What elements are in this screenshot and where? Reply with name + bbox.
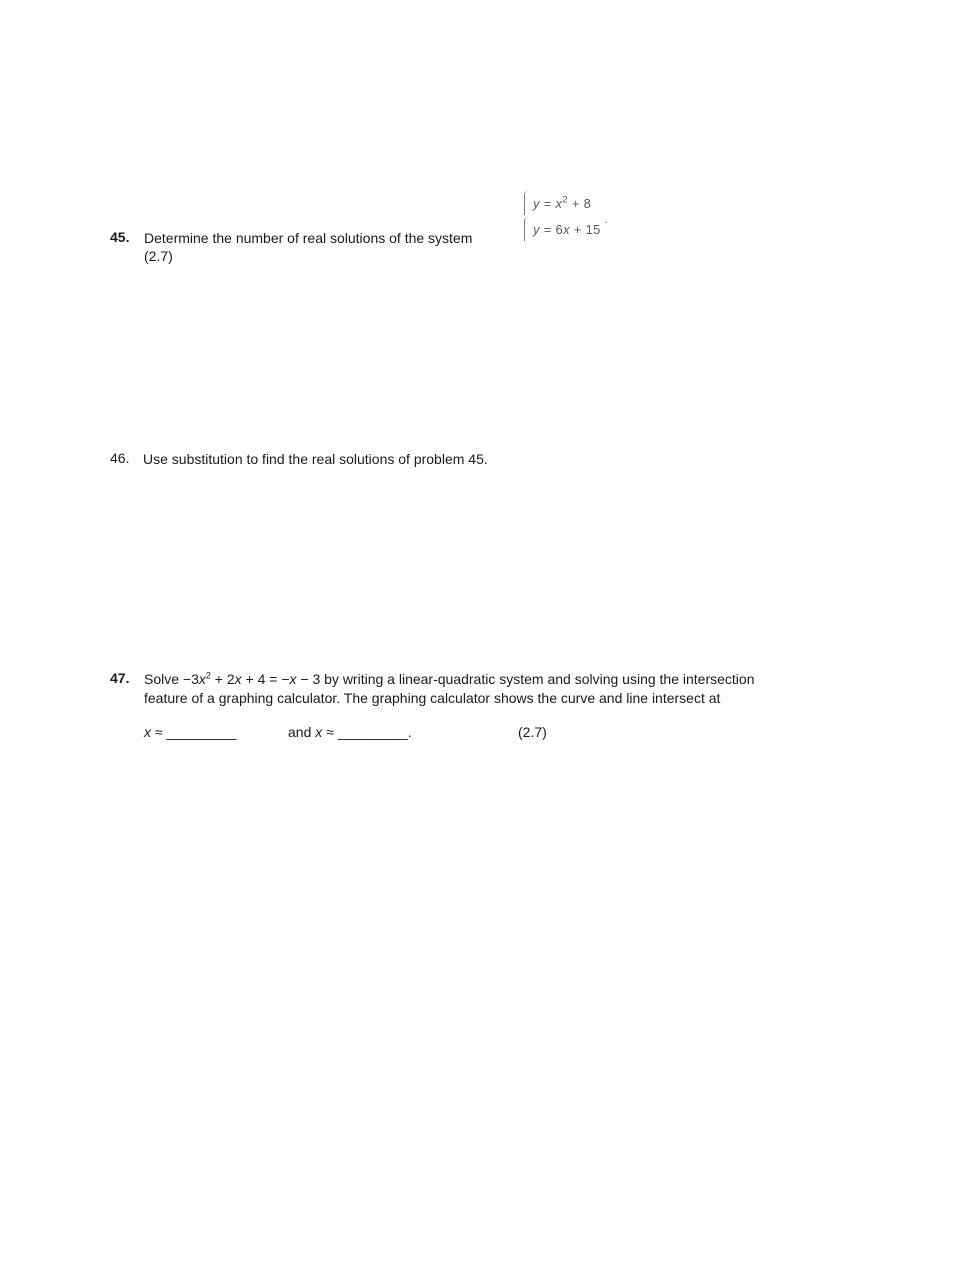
- equation-1-lhs: y: [533, 195, 540, 211]
- answer-blank-group-1: [144, 724, 237, 740]
- p47-variable-x: x: [289, 671, 297, 687]
- answer-variable-x: x: [144, 724, 151, 740]
- answer-blank-2: _________: [337, 724, 408, 740]
- problem-47-section-ref: (2.7): [518, 724, 547, 740]
- answer-blank-group-2: [288, 724, 412, 740]
- p47-text-segment: + 4 = −: [241, 671, 290, 687]
- problem-47-body: [144, 670, 754, 707]
- equation-2-row: [524, 216, 601, 242]
- answer-and-label: and: [288, 724, 316, 740]
- equation-2-constant: + 15: [569, 221, 601, 237]
- equation-1-variable: x: [555, 195, 563, 211]
- problem-45-section-ref: (2.7): [144, 248, 173, 264]
- problem-45-number: 45.: [110, 229, 130, 245]
- problem-46-text: Use substitution to find the real solutions of problem 45.: [143, 451, 488, 467]
- system-sentence-period: .: [604, 212, 608, 226]
- problem-45-text: Determine the number of real solutions of the system: [144, 230, 473, 246]
- approx-symbol: ≈: [322, 724, 338, 740]
- equation-1-constant: + 8: [567, 195, 592, 211]
- answer-variable-x: x: [315, 724, 323, 740]
- equation-1-equals: =: [539, 195, 556, 211]
- equation-2-lhs: y: [533, 221, 540, 237]
- problem-47-text-line1: [144, 670, 754, 689]
- p47-text-segment: − 3 by writing a linear-quadratic system and solving using the intersection: [296, 671, 755, 687]
- equation-1-row: [524, 190, 601, 216]
- equation-system: [524, 190, 608, 242]
- problem-47-text-line2: feature of a graphing calculator. The graphing calculator shows the curve and line intersect at: [144, 689, 721, 706]
- problem-45-body: [144, 229, 472, 265]
- answer-sentence-period: .: [407, 724, 412, 740]
- p47-text-segment: Solve −3: [144, 671, 199, 687]
- equation-2-variable: x: [563, 221, 570, 237]
- problem-47-number: 47.: [110, 670, 130, 686]
- answer-blank-1: _________: [166, 724, 237, 740]
- equation-1-exponent: 2: [562, 194, 568, 206]
- problem-46-number: 46.: [110, 450, 130, 466]
- p47-variable-x: x: [198, 671, 206, 687]
- system-brace-bar-top: [524, 191, 530, 215]
- approx-symbol: ≈: [151, 724, 167, 740]
- p47-variable-x: x: [234, 671, 242, 687]
- system-brace-bar-bottom: [524, 217, 530, 241]
- equation-2: [533, 222, 601, 237]
- p47-exponent: 2: [205, 670, 211, 681]
- equation-1: [533, 196, 591, 211]
- p47-text-segment: + 2: [210, 671, 235, 687]
- equation-2-equals: = 6: [539, 221, 564, 237]
